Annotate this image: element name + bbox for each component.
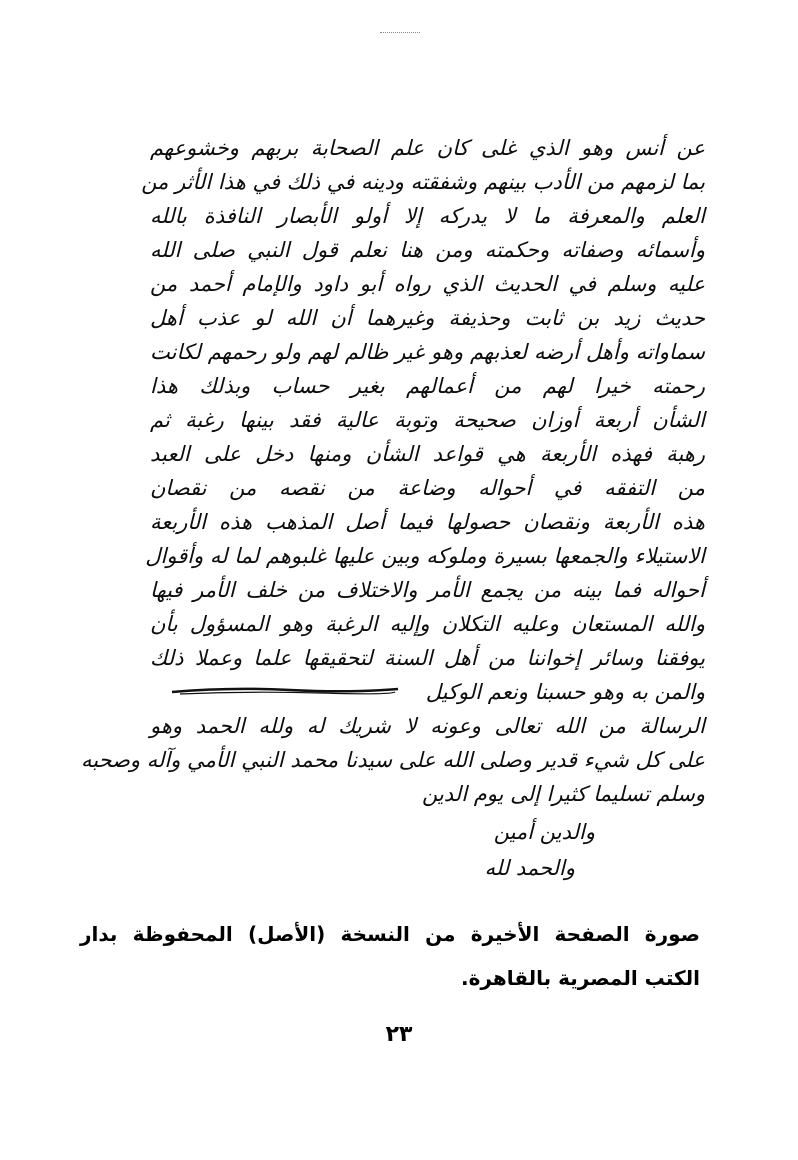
page-number: ٢٣ — [385, 1022, 413, 1047]
manuscript-line: هذه الأربعة ونقصان حصولها فيما أصل المذهب هذه الأربعة — [150, 510, 705, 534]
figure-caption: صورة الصفحة الأخيرة من النسخة (الأصل) المحفوظة بدار الكتب المصرية بالقاهرة. — [80, 922, 700, 990]
manuscript-line: من التفقه في أحواله وضاعة من نقصه من نقصان — [150, 476, 705, 500]
manuscript-line: عن أنس وهو الذي غلى كان علم الصحابة بربهم وخشوعهم — [150, 136, 705, 160]
manuscript-line: الشأن أربعة أوزان صحيحة وتوبة عالية فقد بينها رغبة ثم — [150, 408, 705, 432]
top-dotted-mark — [380, 32, 420, 37]
manuscript-line: والله المستعان وعليه التكلان وإليه الرغبة وهو المسؤول بأن — [150, 612, 705, 636]
manuscript-line: والدين أمين — [493, 820, 595, 844]
manuscript-line: عليه وسلم في الحديث الذي رواه أبو داود والإمام أحمد من — [150, 272, 706, 296]
manuscript-line: أحواله فما بينه من يجمع الأمر والاختلاف من خلف الأمر فيها — [150, 578, 705, 602]
manuscript-line: الرسالة من الله تعالى وعونه لا شريك له ولله الحمد وهو — [150, 714, 705, 738]
manuscript-line: رحمته خيرا لهم من أعمالهم بغير حساب وبذلك هذا — [150, 374, 705, 398]
ink-stroke-divider — [170, 686, 400, 696]
manuscript-line: على كل شيء قدير وصلى الله على سيدنا محمد النبي الأمي وآله وصحبه — [80, 748, 705, 772]
manuscript-image — [80, 130, 706, 890]
manuscript-line: والمن به وهو حسبنا ونعم الوكيل — [425, 680, 705, 704]
manuscript-line: العلم والمعرفة ما لا يدركه إلا أولو الأبصار النافذة بالله — [150, 204, 705, 228]
manuscript-line: سماواته وأهل أرضه لعذبهم وهو غير ظالم لهم ولو رحمهم لكانت — [150, 340, 705, 364]
manuscript-line: وأسمائه وصفاته وحكمته ومن هنا نعلم قول النبي صلى الله — [150, 238, 705, 262]
manuscript-line: حديث زيد بن ثابت وحذيفة وغيرهما أن الله لو عذب أهل — [150, 306, 705, 330]
manuscript-line: يوفقنا وسائر إخواننا من أهل السنة لتحقيقها علما وعملا ذلك — [150, 646, 705, 670]
manuscript-line: والحمد لله — [484, 856, 575, 880]
manuscript-line: وسلم تسليما كثيرا إلى يوم الدين — [421, 782, 705, 806]
manuscript-line: رهبة فهذه الأربعة هي قواعد الشأن ومنها دخل على العبد — [150, 442, 705, 466]
manuscript-line: بما لزمهم من الأدب بينهم وشفقته ودينه في ذلك في هذا الأثر من — [141, 170, 705, 194]
manuscript-line: الاستيلاء والجمعها بسيرة وملوكه وبين عليها غلبوهم لما له وأقوال — [145, 544, 705, 568]
